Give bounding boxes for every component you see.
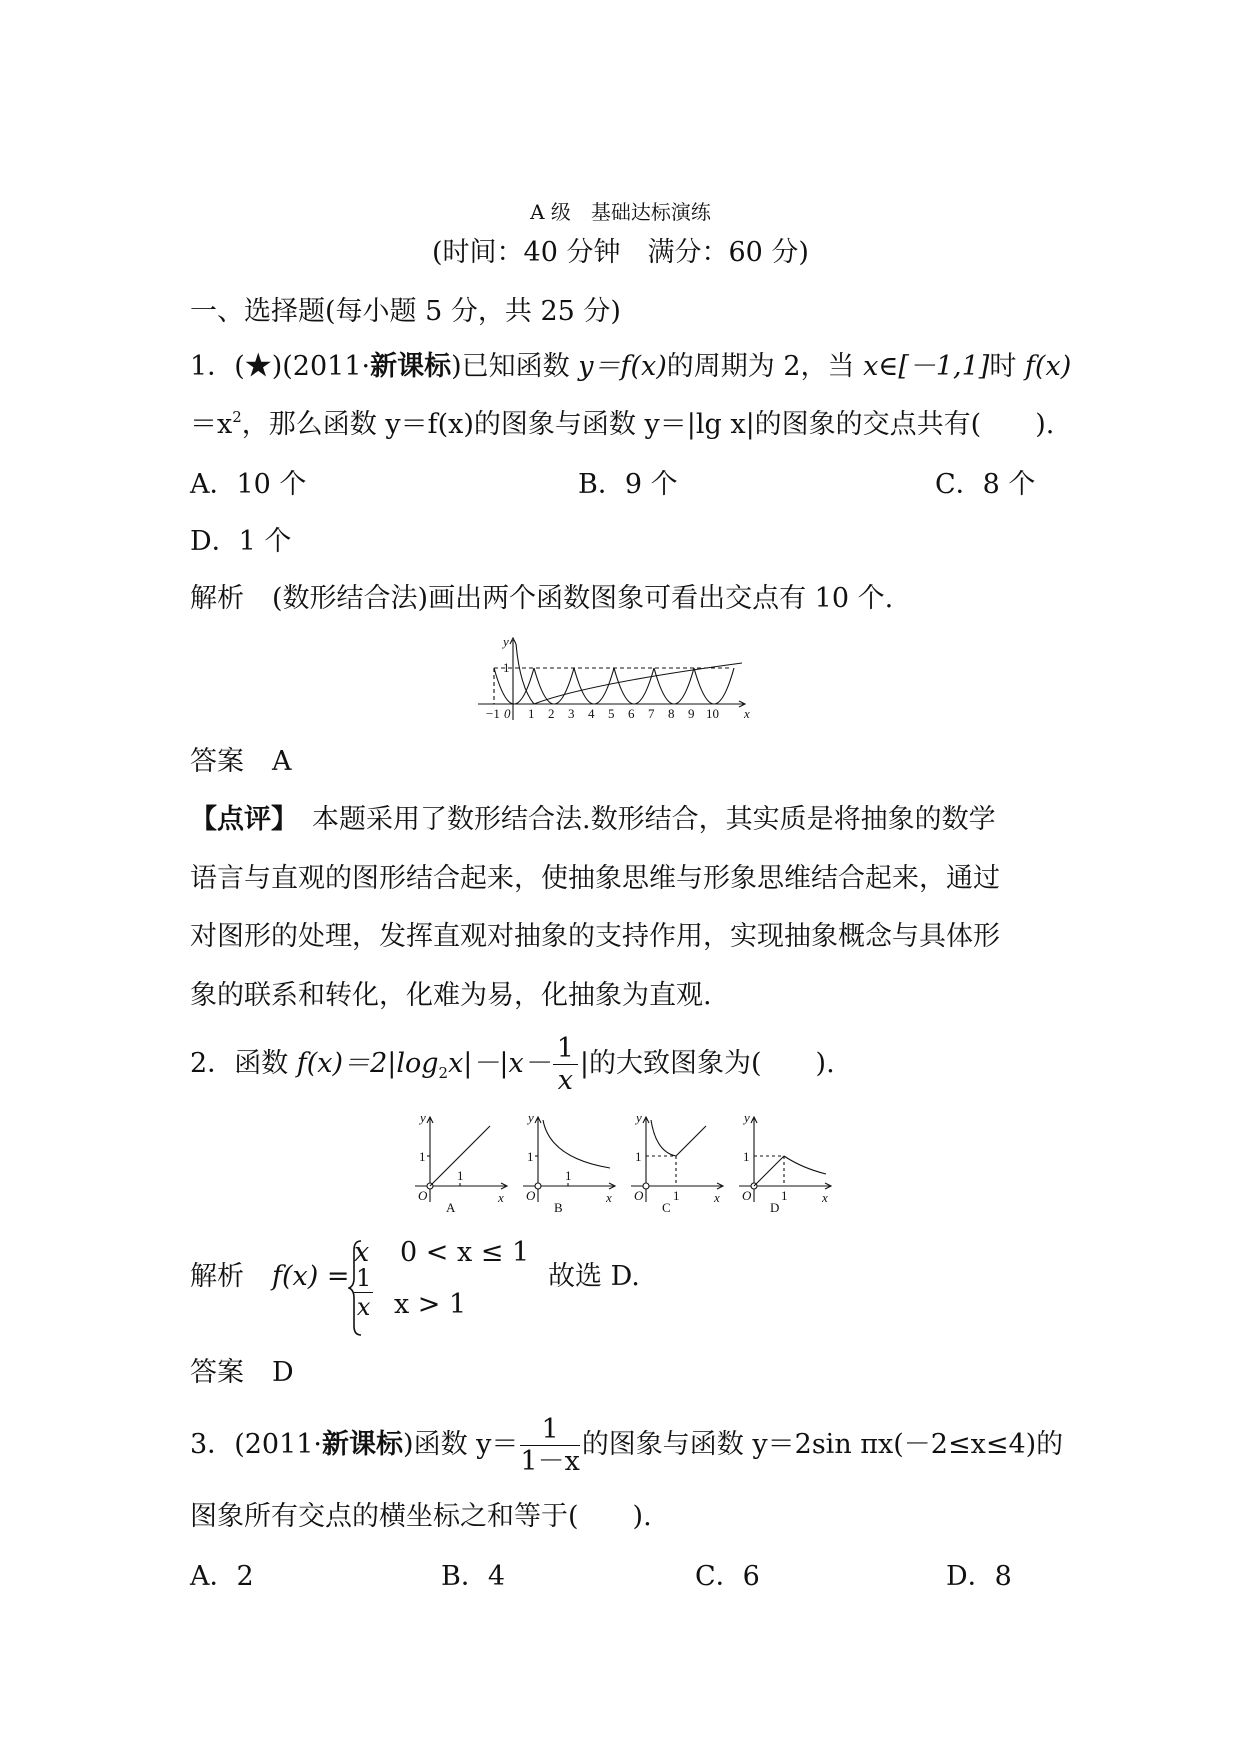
q3-src-b: )函数 y＝: [403, 1429, 519, 1460]
q2-c-y: y: [636, 1110, 642, 1125]
q2-case2-frac: [354, 1266, 373, 1319]
level-title: A 级 基础达标演练: [530, 200, 711, 224]
q1-graph-x-ticks: [486, 706, 719, 721]
q1-graph-x-label: x: [744, 706, 750, 721]
q1-comment-line-1: [190, 803, 996, 837]
q3-frac-num: 1: [520, 1416, 579, 1446]
q1-comment-line-2: 语言与直观的图形结合起来，使抽象思维与形象思维结合起来，通过: [190, 863, 1000, 894]
q1-comment-text-1: 本题采用了数形结合法.数形结合，其实质是将抽象的数学: [312, 804, 996, 835]
q1-x-tick-10: 10: [706, 706, 719, 721]
q2-d-one-x: 1: [781, 1188, 788, 1203]
q1-text-b: 的周期为 2，当: [666, 351, 864, 382]
q3-line1: [190, 1410, 1063, 1480]
q1-text-a: )已知函数: [451, 351, 579, 382]
q3-option-d: D．8: [946, 1561, 1012, 1592]
q3-text-b: 的图象与函数 y＝2sin πx(－2≤x≤4)的: [581, 1429, 1064, 1460]
q3-number: 3．: [190, 1429, 235, 1460]
q1-x-tick-1: 1: [528, 706, 535, 721]
q1-answer: [190, 745, 292, 779]
q1-x-tick-0: 0: [504, 706, 511, 721]
q2-a-y: y: [420, 1110, 426, 1125]
q2-a-label: A: [446, 1200, 456, 1215]
section-title: 一、选择题(每小题 5 分，共 25 分): [190, 296, 621, 327]
q2-fx-b: x|－|x－: [448, 1048, 551, 1079]
time-info: (时间：40 分钟 满分：60 分): [432, 237, 809, 268]
q2-analysis-label: 解析: [190, 1261, 244, 1292]
q2-answer: [190, 1356, 294, 1390]
q1-comment-line-4: 象的联系和转化，化难为易，化抽象为直观.: [190, 980, 712, 1011]
q2-b-one-x: 1: [565, 1168, 572, 1183]
q1-answer-value: A: [272, 746, 292, 777]
q2-frac-num: 1: [553, 1035, 578, 1065]
q2-analysis-fx: f(x) =: [272, 1261, 350, 1292]
q2-a-one-x: 1: [457, 1168, 464, 1183]
q1-source: 新课标: [370, 351, 452, 382]
q1-x-tick-7: 7: [648, 706, 655, 721]
q2-c-x: x: [714, 1190, 720, 1205]
q1-analysis-text: (数形结合法)画出两个函数图象可看出交点有 10 个.: [272, 583, 894, 614]
q2-c-label: C: [662, 1200, 671, 1215]
q2-graph-b: [523, 1117, 615, 1202]
q2-d-x: x: [822, 1190, 828, 1205]
q2-d-one-y: 1: [743, 1149, 750, 1164]
q1-option-d: D．1 个: [190, 526, 292, 557]
q2-b-o: O: [526, 1188, 536, 1203]
q1-line1: [190, 350, 1071, 384]
q1-x-tick-9: 9: [688, 706, 695, 721]
q1-option-a: A．10 个: [190, 469, 307, 500]
q1-cond: x∈[－1,1]: [863, 351, 990, 382]
q2-case1-cond: 0 < x ≤ 1: [400, 1237, 530, 1268]
q2-case1-expr: x: [354, 1237, 370, 1268]
q2-text-a: 函数: [234, 1048, 297, 1079]
q2-fraction: [553, 1035, 578, 1094]
q2-a-x: x: [498, 1190, 504, 1205]
q3-src-a: (2011·: [234, 1429, 323, 1460]
q1-comment-label: 【点评】: [190, 804, 298, 835]
q2-graph-a: [415, 1117, 507, 1202]
q2-d-label: D: [770, 1200, 780, 1215]
q1-comment-line-3: 对图形的处理，发挥直观对抽象的支持作用，实现抽象概念与具体形: [190, 921, 1000, 952]
q1-answer-label: 答案: [190, 746, 244, 777]
q2-a-one-y: 1: [419, 1149, 426, 1164]
q2-b-y: y: [528, 1110, 534, 1125]
q1-analysis-label: 解析: [190, 583, 244, 614]
q2-case2-den: x: [356, 1293, 371, 1321]
q1-x-tick-2: 2: [548, 706, 555, 721]
q3-fraction: [520, 1416, 579, 1475]
q1-line2-a: ＝x: [190, 409, 233, 440]
q3-option-c: C．6: [695, 1561, 760, 1592]
q2-d-y: y: [744, 1110, 750, 1125]
q1-analysis: [190, 582, 893, 616]
q2-text-b: |的大致图象为( ).: [579, 1048, 835, 1079]
q1-line2: [190, 408, 1054, 442]
q1-line2-sup: 2: [232, 408, 242, 426]
q1-text-c: 时: [989, 351, 1025, 382]
q2-b-one-y: 1: [527, 1149, 534, 1164]
q1-fx: y＝f(x): [578, 351, 667, 382]
q1-option-c: C．8 个: [935, 469, 1036, 500]
q3-option-b: B．4: [441, 1561, 506, 1592]
q2-stem: [190, 1030, 835, 1098]
q1-graph-y-tick: 1: [503, 660, 510, 675]
q1-graph: [476, 632, 766, 722]
q2-answer-label: 答案: [190, 1357, 244, 1388]
q1-x-tick-3: 3: [568, 706, 575, 721]
q1-x-tick-4: 4: [588, 706, 595, 721]
q2-c-o: O: [634, 1188, 644, 1203]
q2-answer-value: D: [272, 1357, 294, 1388]
q1-graph-y-label: y: [503, 634, 509, 649]
q2-d-o: O: [742, 1188, 752, 1203]
q2-frac-den: x: [557, 1065, 573, 1096]
q3-option-a: A．2: [190, 1561, 254, 1592]
q3-source: 新课标: [322, 1429, 404, 1460]
q2-b-x: x: [606, 1190, 612, 1205]
q2-a-o: O: [418, 1188, 428, 1203]
q1-fx2: f(x): [1024, 351, 1072, 382]
q2-graphs: [410, 1110, 840, 1215]
q1-number: 1．: [190, 351, 235, 382]
q1-x-tick-8: 8: [668, 706, 675, 721]
q2-c-one-y: 1: [635, 1149, 642, 1164]
q2-case2-num: 1: [356, 1264, 372, 1292]
q1-x-tick-5: 5: [608, 706, 615, 721]
q1-x-tick-m1: −1: [486, 706, 500, 721]
q2-analysis-tail: 故选 D.: [548, 1261, 640, 1292]
q2-fx: f(x)＝2|log: [296, 1048, 439, 1079]
q1-star: (★)(2011·: [234, 351, 371, 382]
q2-b-label: B: [554, 1200, 563, 1215]
q1-option-b: B．9 个: [578, 469, 678, 500]
q2-case2-cond: x > 1: [394, 1289, 467, 1320]
q1-x-tick-6: 6: [628, 706, 635, 721]
q2-log-base: 2: [438, 1064, 449, 1082]
q2-number: 2．: [190, 1048, 235, 1079]
q3-frac-den: 1－x: [520, 1446, 580, 1477]
q2-c-one-x: 1: [673, 1188, 680, 1203]
q3-line2: 图象所有交点的横坐标之和等于( ).: [190, 1501, 652, 1532]
q1-line2-b: ，那么函数 y＝f(x)的图象与函数 y＝|lg x|的图象的交点共有( ).: [241, 409, 1055, 440]
